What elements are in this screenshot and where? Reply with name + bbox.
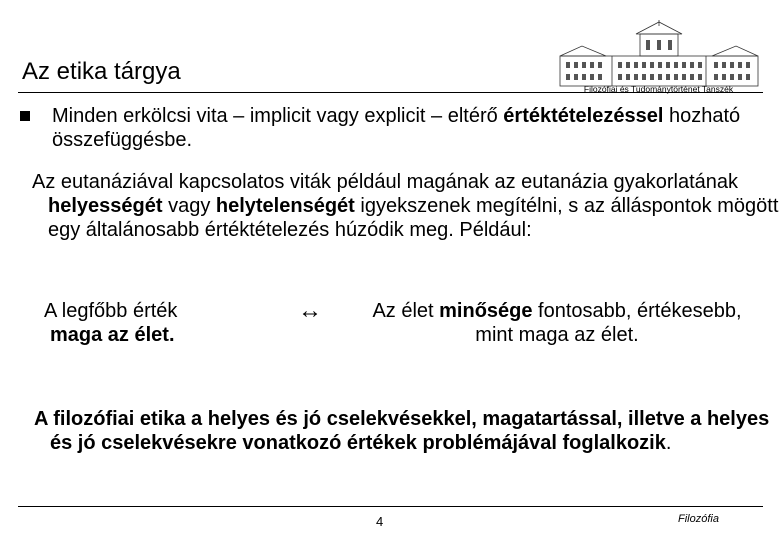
page-number: 4 (376, 514, 384, 529)
double-arrow-icon: ↔ (298, 297, 322, 324)
footer-divider (18, 506, 763, 507)
slide-title: Az etika tárgya (22, 58, 181, 85)
example-paragraph: Az eutanáziával kapcsolatos viták például magának az eutanázia gyakorlatának helyességét vagy helytelenségét igyekszenek megítélni, s az álláspontok mögött egy általánosabb értéktételezés húzódik meg. Például: (32, 171, 779, 241)
footer-label: Filozófia (678, 513, 719, 525)
conclusion-paragraph: A filozófiai etika a helyes és jó cselekvésekkel, magatartással, illetve a helyes és jó cselekvésekre vonatkozó értékek problémájával foglalkozik. (34, 408, 770, 454)
title-divider (18, 92, 763, 93)
comparison-left: A legfőbb érték maga az élet. (44, 300, 178, 346)
comparison-right: Az élet minősége fontosabb, értékesebb, mint maga az élet. (372, 300, 742, 346)
square-bullet-icon (20, 111, 30, 121)
logo-caption: Filozófiai és Tudománytörténet Tanszék (583, 84, 734, 94)
bullet-paragraph: Minden erkölcsi vita – implicit vagy explicit – eltérő értéktételezéssel hozható összefüggésbe. (52, 105, 741, 151)
